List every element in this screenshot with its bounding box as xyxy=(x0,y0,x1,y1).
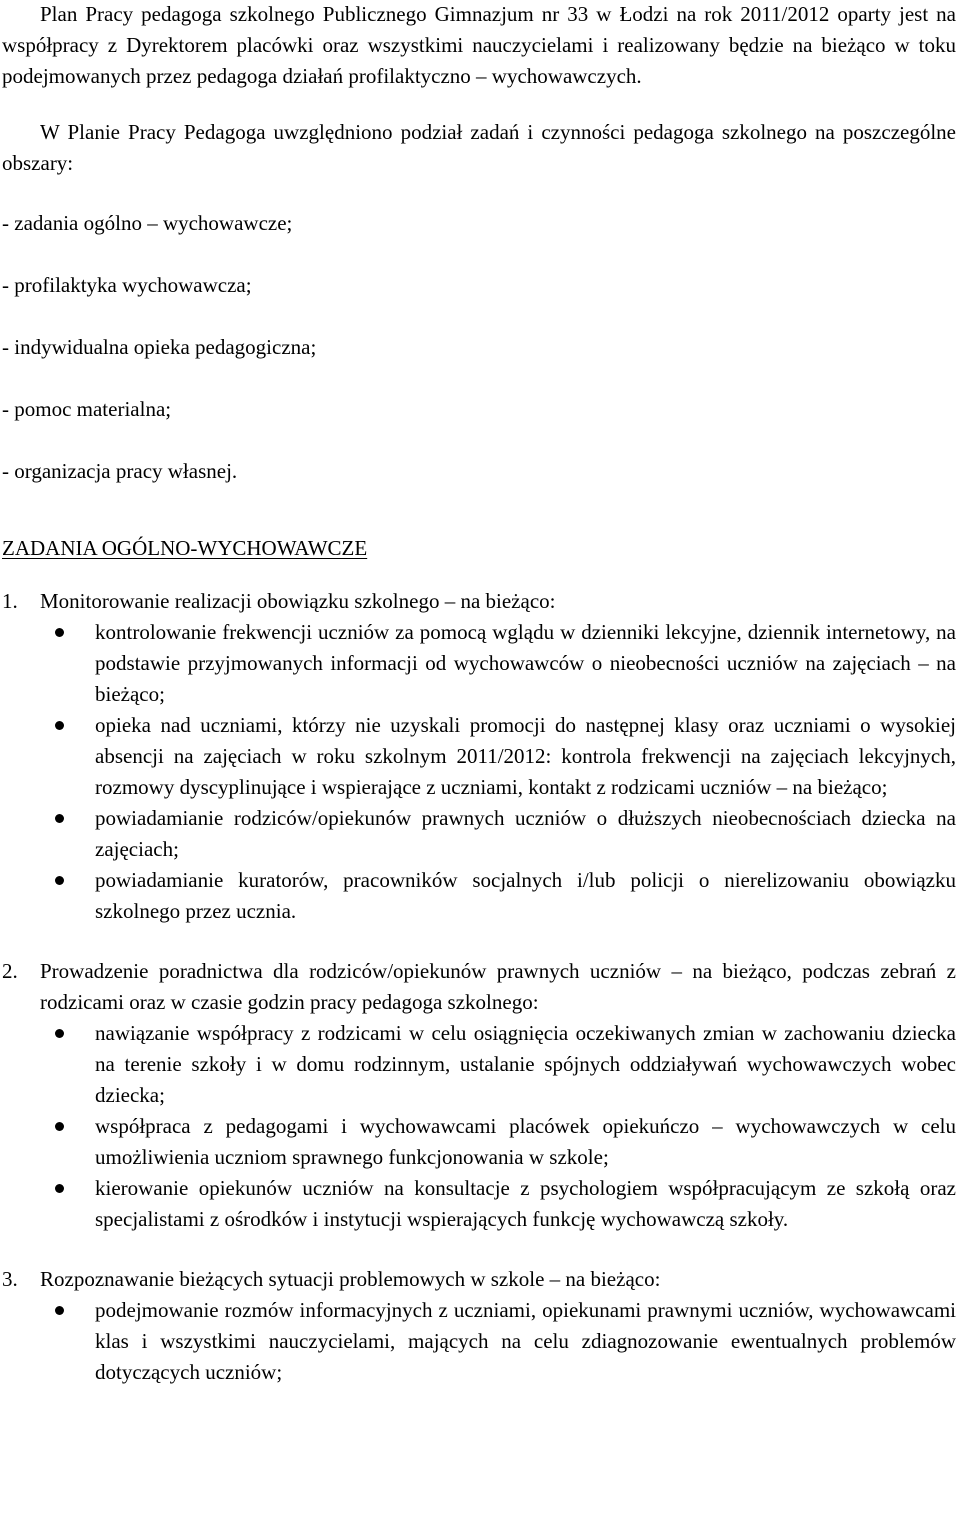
bullet-item xyxy=(40,1018,956,1111)
bullet-text: powiadamianie kuratorów, pracowników socjalnych i/lub policji o nierelizowaniu obowiązku szkolnego przez ucznia. xyxy=(95,868,956,923)
bullet-item xyxy=(40,865,956,927)
bullet-icon xyxy=(55,814,64,823)
document-page xyxy=(2,0,956,1388)
area-item: - profilaktyka wychowawcza; xyxy=(2,273,252,297)
bullet-item xyxy=(40,1295,956,1388)
bullet-icon xyxy=(55,721,64,730)
bullet-text: nawiązanie współpracy z rodzicami w celu osiągnięcia oczekiwanych zmian w zachowaniu dziecka na terenie szkoły i w domu rodzinnym, ustalanie spójnych oddziaływań wychowawczych wobec dziecka; xyxy=(95,1021,956,1107)
bullet-item xyxy=(40,803,956,865)
task-item xyxy=(2,586,956,927)
intro-paragraph: Plan Pracy pedagoga szkolnego Publicznego Gimnazjum nr 33 w Łodzi na rok 2011/2012 oparty jest na współpracy z Dyrektorem placówki oraz wszystkimi nauczycielami i realizowany będzie na bieżąco w toku podejmowanych przez pedagoga działań profilaktyczno – wychowawczych. xyxy=(2,2,956,88)
bullet-text: współpraca z pedagogami i wychowawcami placówek opiekuńczo – wychowawczych w celu umożliwienia uczniom sprawnego funkcjonowania w szkole; xyxy=(95,1114,956,1169)
bullet-text: opieka nad uczniami, którzy nie uzyskali promocji do następnej klasy oraz uczniami o wysokiej absencji na zajęciach w roku szkolnym 2011/2012: kontrola frekwencji na zajęciach lekcyjnych, rozmowy dyscyplinujące i wspierające z uczniami, kontakt z rodzicami uczniów – na bieżąco; xyxy=(95,713,956,799)
area-item: - indywidualna opieka pedagogiczna; xyxy=(2,335,317,359)
bullet-text: kierowanie opiekunów uczniów na konsultacje z psychologiem współpracującym ze szkołą oraz specjalistami z ośrodków i instytucji wspierających funkcję wychowawczą szkoły. xyxy=(95,1176,956,1231)
bullet-item xyxy=(40,1173,956,1235)
bullet-icon xyxy=(55,1184,64,1193)
task-item xyxy=(2,1264,956,1388)
task-number: 1. xyxy=(2,589,18,613)
bullet-item xyxy=(40,1111,956,1173)
task-bullet-list xyxy=(40,1018,956,1235)
areas-intro-paragraph: W Planie Pracy Pedagoga uwzględniono podział zadań i czynności pedagoga szkolnego na poszczególne obszary: xyxy=(2,120,956,175)
task-title: Monitorowanie realizacji obowiązku szkolnego – na bieżąco: xyxy=(40,589,556,613)
task-title: Rozpoznawanie bieżących sytuacji problemowych w szkole – na bieżąco: xyxy=(40,1267,661,1291)
bullet-text: powiadamianie rodziców/opiekunów prawnych uczniów o dłuższych nieobecnościach dziecka na zajęciach; xyxy=(95,806,956,861)
task-item xyxy=(2,956,956,1235)
task-bullet-list xyxy=(40,617,956,927)
bullet-icon xyxy=(55,876,64,885)
section-heading: ZADANIA OGÓLNO-WYCHOWAWCZE xyxy=(2,536,368,560)
bullet-item xyxy=(40,617,956,710)
bullet-item xyxy=(40,710,956,803)
task-number: 3. xyxy=(2,1267,18,1291)
bullet-text: kontrolowanie frekwencji uczniów za pomocą wglądu w dzienniki lekcyjne, dziennik internetowy, na podstawie przyjmowanych informacji od wychowawców o nieobecności uczniów na zajęciach – na bieżąco; xyxy=(95,620,956,706)
task-title: Prowadzenie poradnictwa dla rodziców/opiekunów prawnych uczniów – na bieżąco, podczas zebrań z rodzicami oraz w czasie godzin pracy pedagoga szkolnego: xyxy=(40,959,956,1014)
bullet-icon xyxy=(55,1306,64,1315)
bullet-text: podejmowanie rozmów informacyjnych z uczniami, opiekunami prawnymi uczniów, wychowawcami klas i wszystkimi nauczycielami, mających na celu zdiagnozowanie ewentualnych problemów dotyczących uczniów; xyxy=(95,1298,956,1384)
area-item: - organizacja pracy własnej. xyxy=(2,459,238,483)
task-number: 2. xyxy=(2,959,18,983)
bullet-icon xyxy=(55,1029,64,1038)
bullet-icon xyxy=(55,1122,64,1131)
area-item: - zadania ogólno – wychowawcze; xyxy=(2,211,293,235)
bullet-icon xyxy=(55,628,64,637)
area-item: - pomoc materialna; xyxy=(2,397,172,421)
task-bullet-list xyxy=(40,1295,956,1388)
